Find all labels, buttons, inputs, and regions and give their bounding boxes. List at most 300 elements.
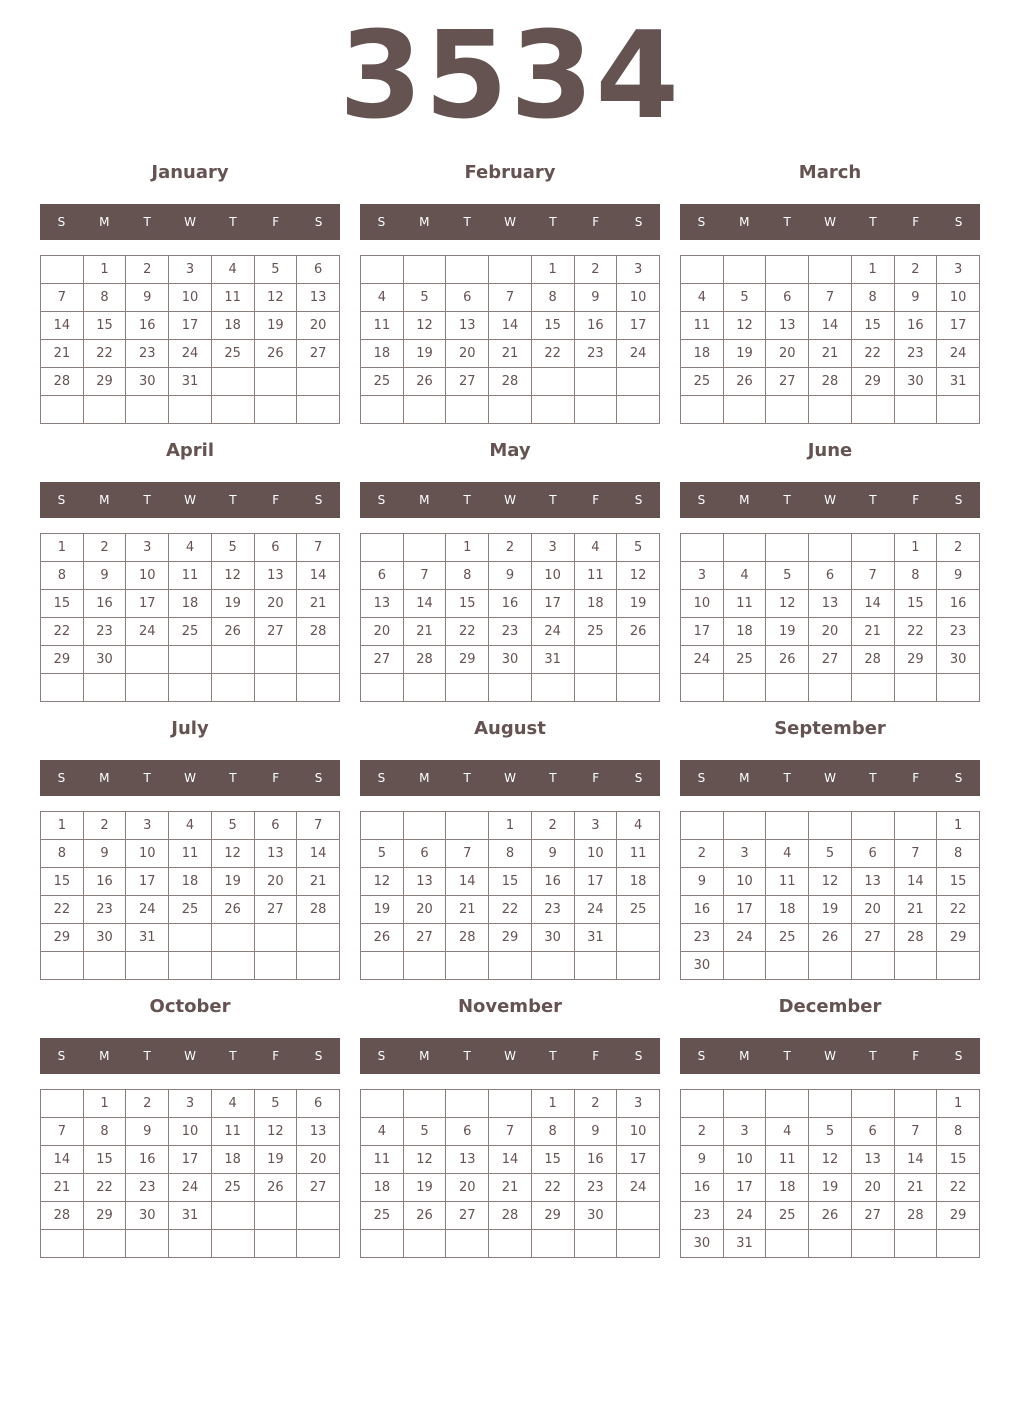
weekday-label: S	[697, 493, 706, 507]
day-cell: 29	[894, 646, 937, 674]
day-cell: 14	[41, 312, 84, 340]
day-cell: 24	[169, 1174, 212, 1202]
day-cell: 13	[254, 562, 297, 590]
day-cell: 4	[169, 812, 212, 840]
day-cell	[851, 1230, 894, 1258]
day-cell: 5	[766, 562, 809, 590]
day-cell: 7	[851, 562, 894, 590]
day-cell: 28	[446, 924, 489, 952]
day-cell: 1	[446, 534, 489, 562]
day-cell	[446, 256, 489, 284]
weekday-label: S	[57, 493, 66, 507]
day-cell: 12	[723, 312, 766, 340]
day-cell	[446, 1090, 489, 1118]
week-row	[681, 674, 980, 702]
day-cell: 5	[723, 284, 766, 312]
day-cell: 27	[446, 1202, 489, 1230]
day-cell: 22	[446, 618, 489, 646]
day-cell: 20	[851, 896, 894, 924]
day-cell: 17	[126, 590, 169, 618]
day-cell: 29	[851, 368, 894, 396]
day-cell: 29	[446, 646, 489, 674]
day-cell: 27	[403, 924, 446, 952]
week-row	[681, 646, 980, 674]
weekday-label: M	[419, 493, 430, 507]
day-cell	[531, 1230, 574, 1258]
weekday-label: M	[739, 493, 750, 507]
day-cell	[809, 1090, 852, 1118]
day-cell	[361, 952, 404, 980]
day-cell: 30	[894, 368, 937, 396]
day-cell: 26	[723, 368, 766, 396]
weekday-header	[40, 482, 340, 518]
day-cell: 13	[851, 868, 894, 896]
day-cell: 3	[617, 256, 660, 284]
weekday-label: S	[314, 1049, 323, 1063]
weekday-label: F	[912, 1049, 920, 1063]
day-cell: 25	[361, 368, 404, 396]
week-row	[681, 562, 980, 590]
weekday-label: M	[739, 1049, 750, 1063]
weekday-header	[680, 760, 980, 796]
day-cell	[851, 1090, 894, 1118]
day-cell: 17	[169, 312, 212, 340]
day-cell	[809, 534, 852, 562]
day-grid	[40, 533, 340, 702]
day-cell: 13	[297, 1118, 340, 1146]
day-cell: 30	[126, 368, 169, 396]
weekday-label: S	[954, 771, 963, 785]
week-row	[41, 1146, 340, 1174]
week-row	[361, 674, 660, 702]
day-cell	[169, 952, 212, 980]
day-cell	[83, 396, 126, 424]
day-cell	[126, 674, 169, 702]
day-cell	[403, 952, 446, 980]
weekday-label: W	[184, 771, 196, 785]
day-cell: 4	[574, 534, 617, 562]
week-row	[41, 674, 340, 702]
day-cell: 13	[446, 312, 489, 340]
day-cell: 18	[211, 1146, 254, 1174]
day-cell: 5	[403, 284, 446, 312]
day-cell	[723, 674, 766, 702]
weekday-label: T	[783, 1049, 791, 1063]
weekday-header	[40, 204, 340, 240]
weekday-label: T	[143, 1049, 151, 1063]
week-row	[361, 368, 660, 396]
day-cell: 15	[83, 312, 126, 340]
day-cell: 13	[403, 868, 446, 896]
weekday-label: F	[592, 493, 600, 507]
weekday-label: S	[634, 771, 643, 785]
day-cell	[894, 1230, 937, 1258]
day-cell: 21	[894, 896, 937, 924]
day-cell: 27	[851, 1202, 894, 1230]
weekday-label: T	[229, 1049, 237, 1063]
day-cell: 6	[446, 1118, 489, 1146]
weekday-label: F	[272, 493, 280, 507]
week-row	[41, 924, 340, 952]
day-cell: 18	[211, 312, 254, 340]
week-row	[361, 1202, 660, 1230]
weekday-label: F	[272, 771, 280, 785]
day-cell: 19	[403, 340, 446, 368]
day-cell	[531, 674, 574, 702]
day-cell: 22	[41, 896, 84, 924]
day-cell: 16	[83, 590, 126, 618]
month-name: April	[165, 440, 215, 461]
day-cell	[937, 396, 980, 424]
day-cell: 25	[574, 618, 617, 646]
day-cell: 23	[126, 340, 169, 368]
day-cell: 3	[723, 1118, 766, 1146]
weekday-header	[680, 1038, 980, 1074]
day-cell	[297, 646, 340, 674]
week-row	[361, 1230, 660, 1258]
day-cell: 8	[41, 562, 84, 590]
day-cell: 25	[211, 1174, 254, 1202]
day-cell: 2	[681, 840, 724, 868]
day-cell	[617, 368, 660, 396]
day-cell	[297, 396, 340, 424]
day-cell: 17	[937, 312, 980, 340]
day-cell: 27	[297, 1174, 340, 1202]
weekday-label: S	[954, 493, 963, 507]
week-row	[361, 534, 660, 562]
day-cell	[169, 396, 212, 424]
week-row	[41, 256, 340, 284]
day-cell	[489, 674, 532, 702]
weekday-label: S	[314, 771, 323, 785]
day-cell	[211, 1202, 254, 1230]
weekday-label: M	[419, 1049, 430, 1063]
day-cell: 12	[766, 590, 809, 618]
day-cell: 21	[403, 618, 446, 646]
day-cell	[361, 534, 404, 562]
day-grid	[40, 255, 340, 424]
day-cell	[403, 1230, 446, 1258]
day-cell: 26	[211, 618, 254, 646]
day-cell: 15	[41, 868, 84, 896]
day-cell	[681, 812, 724, 840]
week-row	[41, 590, 340, 618]
day-cell: 14	[297, 840, 340, 868]
day-cell	[723, 952, 766, 980]
day-cell	[489, 396, 532, 424]
day-cell: 20	[254, 590, 297, 618]
day-grid	[360, 533, 660, 702]
day-cell	[851, 952, 894, 980]
day-cell: 10	[126, 562, 169, 590]
day-cell: 25	[723, 646, 766, 674]
day-cell: 15	[851, 312, 894, 340]
day-cell: 22	[937, 896, 980, 924]
day-cell: 7	[489, 1118, 532, 1146]
day-cell	[446, 396, 489, 424]
day-cell	[766, 1090, 809, 1118]
week-row	[361, 1174, 660, 1202]
weekday-label: M	[99, 215, 110, 229]
day-cell: 29	[41, 646, 84, 674]
day-cell	[126, 396, 169, 424]
day-cell: 10	[617, 1118, 660, 1146]
week-row	[361, 284, 660, 312]
day-cell	[937, 1230, 980, 1258]
day-cell: 23	[531, 896, 574, 924]
day-cell: 21	[809, 340, 852, 368]
week-row	[681, 1230, 980, 1258]
day-cell: 2	[531, 812, 574, 840]
day-cell: 11	[723, 590, 766, 618]
day-cell: 23	[126, 1174, 169, 1202]
day-cell: 23	[681, 924, 724, 952]
day-cell	[211, 1230, 254, 1258]
day-cell	[766, 256, 809, 284]
day-cell	[361, 674, 404, 702]
day-cell	[361, 256, 404, 284]
weekday-label: S	[377, 771, 386, 785]
day-cell: 6	[446, 284, 489, 312]
day-grid	[680, 533, 980, 702]
weekday-label: S	[697, 771, 706, 785]
day-cell: 19	[211, 868, 254, 896]
day-cell	[617, 646, 660, 674]
day-cell: 15	[894, 590, 937, 618]
week-row	[681, 368, 980, 396]
day-cell: 24	[617, 1174, 660, 1202]
day-cell: 2	[83, 812, 126, 840]
weekday-label: S	[57, 215, 66, 229]
day-cell: 31	[169, 368, 212, 396]
day-cell: 23	[83, 896, 126, 924]
weekday-label: T	[783, 493, 791, 507]
day-cell: 7	[297, 812, 340, 840]
day-cell	[809, 1230, 852, 1258]
day-cell	[126, 952, 169, 980]
weekday-label: W	[504, 215, 516, 229]
week-row	[41, 562, 340, 590]
day-cell: 1	[531, 256, 574, 284]
day-cell: 25	[681, 368, 724, 396]
day-cell: 30	[531, 924, 574, 952]
weekday-label: T	[869, 215, 877, 229]
day-cell	[254, 646, 297, 674]
day-cell	[766, 812, 809, 840]
day-cell: 26	[403, 1202, 446, 1230]
day-cell: 5	[809, 1118, 852, 1146]
day-cell: 5	[617, 534, 660, 562]
day-cell	[574, 368, 617, 396]
weekday-header	[40, 760, 340, 796]
day-cell: 30	[83, 924, 126, 952]
day-cell: 5	[211, 812, 254, 840]
day-cell	[489, 952, 532, 980]
day-cell: 10	[937, 284, 980, 312]
day-cell: 30	[574, 1202, 617, 1230]
day-cell: 17	[723, 896, 766, 924]
weekday-header	[360, 760, 660, 796]
weekday-label: T	[869, 771, 877, 785]
day-cell: 14	[446, 868, 489, 896]
week-row	[41, 1090, 340, 1118]
day-cell: 26	[766, 646, 809, 674]
weekday-label: F	[912, 215, 920, 229]
day-cell: 23	[574, 340, 617, 368]
week-row	[681, 1090, 980, 1118]
weekday-label: W	[504, 1049, 516, 1063]
day-grid	[360, 811, 660, 980]
day-cell: 26	[211, 896, 254, 924]
day-cell: 12	[403, 1146, 446, 1174]
day-cell: 22	[489, 896, 532, 924]
day-cell: 4	[617, 812, 660, 840]
day-cell: 16	[574, 1146, 617, 1174]
weekday-label: S	[697, 1049, 706, 1063]
weekday-label: T	[549, 215, 557, 229]
day-cell: 11	[211, 284, 254, 312]
day-cell: 3	[126, 534, 169, 562]
day-cell: 1	[851, 256, 894, 284]
day-cell	[126, 1230, 169, 1258]
day-cell: 27	[254, 618, 297, 646]
weekday-label: S	[634, 493, 643, 507]
week-row	[681, 812, 980, 840]
day-cell: 6	[403, 840, 446, 868]
weekday-label: T	[143, 771, 151, 785]
day-cell: 2	[126, 1090, 169, 1118]
weekday-label: T	[549, 771, 557, 785]
week-row	[361, 646, 660, 674]
week-row	[681, 924, 980, 952]
day-cell: 28	[851, 646, 894, 674]
day-cell	[894, 952, 937, 980]
day-cell: 18	[766, 896, 809, 924]
day-cell: 19	[211, 590, 254, 618]
day-cell: 29	[41, 924, 84, 952]
day-cell: 3	[169, 1090, 212, 1118]
day-cell	[574, 952, 617, 980]
day-cell	[41, 952, 84, 980]
day-cell: 22	[83, 1174, 126, 1202]
day-cell: 19	[766, 618, 809, 646]
day-cell: 10	[681, 590, 724, 618]
day-cell: 18	[169, 868, 212, 896]
day-cell	[169, 924, 212, 952]
day-cell: 8	[83, 284, 126, 312]
day-cell: 15	[489, 868, 532, 896]
day-cell: 29	[937, 1202, 980, 1230]
day-cell: 6	[254, 812, 297, 840]
day-cell: 29	[531, 1202, 574, 1230]
day-cell: 14	[297, 562, 340, 590]
day-cell	[403, 1090, 446, 1118]
day-cell: 5	[403, 1118, 446, 1146]
day-cell: 20	[766, 340, 809, 368]
day-cell	[531, 396, 574, 424]
day-cell	[446, 812, 489, 840]
day-cell	[894, 396, 937, 424]
day-cell: 25	[766, 1202, 809, 1230]
day-cell: 6	[361, 562, 404, 590]
day-cell	[894, 812, 937, 840]
day-cell: 3	[169, 256, 212, 284]
day-cell: 5	[254, 256, 297, 284]
day-cell: 27	[766, 368, 809, 396]
day-cell: 16	[489, 590, 532, 618]
day-cell: 13	[446, 1146, 489, 1174]
day-cell: 11	[766, 1146, 809, 1174]
week-row	[681, 590, 980, 618]
day-cell: 29	[83, 1202, 126, 1230]
day-cell: 20	[809, 618, 852, 646]
day-cell: 8	[851, 284, 894, 312]
day-cell: 6	[254, 534, 297, 562]
day-cell: 7	[41, 284, 84, 312]
day-cell: 18	[617, 868, 660, 896]
day-cell	[297, 924, 340, 952]
day-cell: 8	[446, 562, 489, 590]
day-cell: 11	[766, 868, 809, 896]
day-cell: 25	[169, 618, 212, 646]
weekday-label: F	[272, 215, 280, 229]
week-row	[41, 1118, 340, 1146]
day-cell: 7	[809, 284, 852, 312]
day-cell: 1	[531, 1090, 574, 1118]
day-cell: 16	[681, 896, 724, 924]
month-name: June	[807, 440, 853, 461]
month-name: October	[149, 996, 231, 1017]
week-row	[41, 1230, 340, 1258]
day-cell	[361, 812, 404, 840]
day-cell: 20	[851, 1174, 894, 1202]
day-cell: 24	[617, 340, 660, 368]
day-cell	[681, 396, 724, 424]
day-cell: 28	[489, 368, 532, 396]
day-cell: 16	[681, 1174, 724, 1202]
day-cell: 28	[489, 1202, 532, 1230]
day-cell: 29	[83, 368, 126, 396]
day-cell: 31	[937, 368, 980, 396]
week-row	[681, 896, 980, 924]
day-cell: 14	[489, 312, 532, 340]
day-cell: 14	[851, 590, 894, 618]
weekday-label: F	[912, 493, 920, 507]
weekday-label: W	[184, 1049, 196, 1063]
week-row	[41, 1174, 340, 1202]
weekday-label: M	[739, 215, 750, 229]
day-cell	[297, 1230, 340, 1258]
day-cell	[211, 924, 254, 952]
day-cell: 13	[254, 840, 297, 868]
day-cell: 3	[617, 1090, 660, 1118]
weekday-label: W	[184, 493, 196, 507]
day-cell: 9	[83, 562, 126, 590]
week-row	[681, 534, 980, 562]
day-cell: 1	[937, 1090, 980, 1118]
day-cell: 12	[211, 840, 254, 868]
weekday-label: F	[592, 215, 600, 229]
weekday-label: S	[697, 215, 706, 229]
week-row	[681, 256, 980, 284]
day-cell	[169, 646, 212, 674]
day-cell: 31	[531, 646, 574, 674]
weekday-label: T	[463, 493, 471, 507]
day-cell: 16	[937, 590, 980, 618]
weekday-label: M	[99, 493, 110, 507]
day-cell: 4	[211, 256, 254, 284]
day-cell: 24	[723, 924, 766, 952]
